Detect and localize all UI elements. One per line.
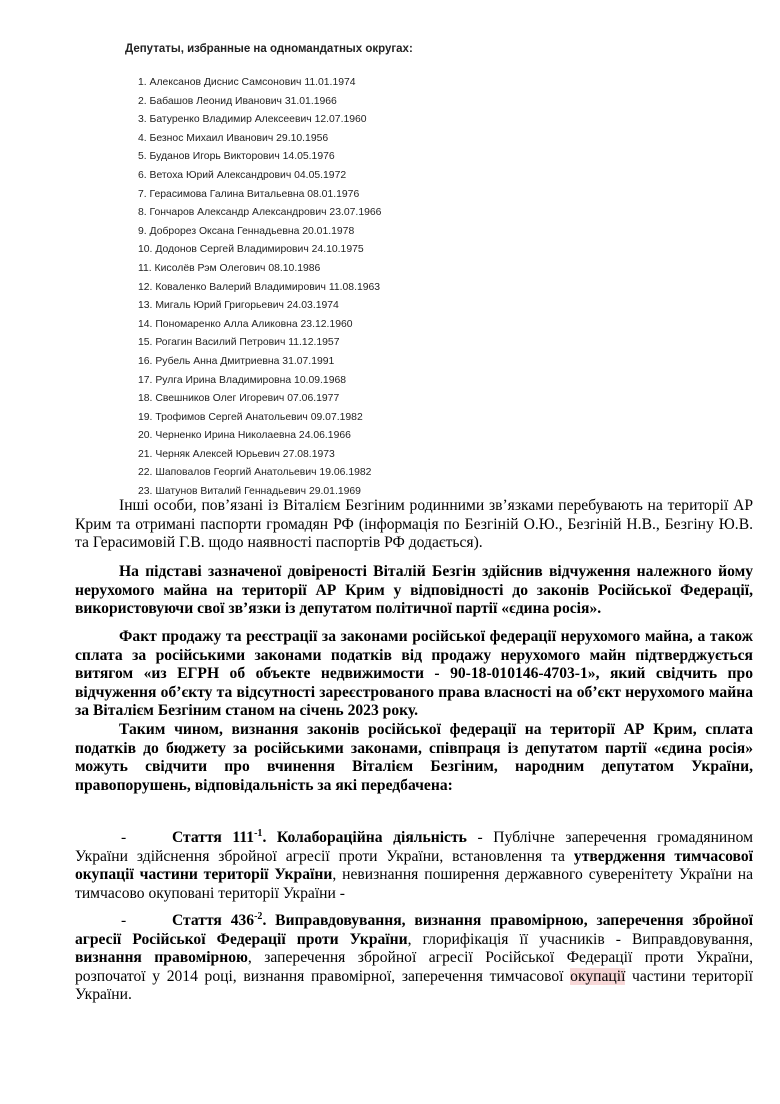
paragraph-sale-fact — [75, 628, 753, 721]
article-title: Стаття $436^{-2}$. Виправдовування, визнання правомірною, заперечення збройної агресії Російської Федерації проти України — [75, 910, 754, 948]
deputy-item: 13. Мигаль Юрий Григорьевич 24.03.1974 — [138, 300, 339, 312]
deputy-item: 16. Рубель Анна Дмитриевна 31.07.1991 — [138, 355, 335, 367]
article-bold-phrase: визнання правомірною — [75, 949, 248, 966]
deputy-item: 7. Герасимова Галина Витальевна 08.01.1976 — [138, 188, 360, 200]
deputy-item: 20. Черненко Ирина Николаевна 24.06.1966 — [138, 430, 351, 442]
deputy-item: 17. Рулга Ирина Владимировна 10.09.1968 — [138, 374, 347, 386]
deputy-item: 11. Кисолёв Рэм Олегович 08.10.1986 — [138, 262, 321, 274]
deputy-item: 14. Пономаренко Алла Аликовна 23.12.1960 — [138, 318, 353, 330]
paragraph-alienation-text: На підставі зазначеної довіреності Віталій Безгін здійснив відчуження належного йому нерухомого майна на території АР Крим у відповідності до законів Російської Федерації, використовуючи свої зв’язки із депутатом політичної партії «єдина росія». — [75, 563, 753, 617]
deputy-item: 10. Додонов Сергей Владимирович 24.10.1975 — [138, 244, 364, 256]
paragraph-relatives-text: Інші особи, пов’язані із Віталієм Безгіним родинними зв’язками перебувають на території АР Крим та отримані паспорти громадян РФ (інформація по Безгіній О.Ю., Безгіній Н.В., Безгіну Ю.В. та Герасимовій Г.В. щодо наявності паспортів РФ додається). — [75, 497, 753, 551]
deputy-item: 19. Трофимов Сергей Анатольевич 09.07.1982 — [138, 411, 363, 423]
deputy-item: 6. Ветоха Юрий Александрович 04.05.1972 — [138, 169, 347, 181]
article-111-1: - Стаття $111^{-1}$. Колабораційна діяльність - Публічне заперечення громадянином України здійснення збройної агресії проти України, встановлення та утвердження тимчасової окупації частини території України, невизнання поширення державного суверенітету України на тимчасово окуповані території України - — [75, 827, 753, 902]
paragraph-sale-fact-text: Факт продажу та реєстрації за законами російської федерації нерухомого майна, а також сплата за російськими законами податків від продажу нерухомого майн підтверджується витягом «из ЕГРН об объекте недвижимости - 90-18-010146-4703-1», який свідчить про відчуження об’єкту та відсутності зареєстрованого права власності на об’єкт нерухомого майна за Віталієм Безгіним станом на січень 2023 року. — [75, 628, 753, 719]
highlighted-word: окупації — [570, 967, 626, 985]
article-bold-phrase: утвердження тимчасової окупації частини території України — [75, 847, 753, 883]
deputy-item: 18. Свешников Олег Игоревич 07.06.1977 — [138, 393, 340, 405]
deputy-item: 21. Черняк Алексей Юрьевич 27.08.1973 — [138, 448, 335, 460]
paragraph-alienation — [75, 563, 753, 619]
deputy-item: 8. Гончаров Александр Александрович 23.07.1966 — [138, 207, 382, 219]
scan-list-title: Депутаты, избранные на одномандатных округах: — [125, 43, 413, 55]
deputy-item: 4. Безнос Михаил Иванович 29.10.1956 — [138, 132, 329, 144]
list-dash: - — [121, 829, 127, 846]
deputy-item: 1. Алексанов Диснис Самсонович 11.01.1974 — [138, 77, 356, 88]
deputies-list — [138, 74, 381, 502]
list-dash: - — [121, 912, 127, 929]
deputy-item: 15. Рогагин Василий Петрович 11.12.1957 — [138, 337, 340, 349]
article-title: Стаття $111^{-1}$. Колабораційна діяльність — [172, 827, 467, 846]
deputy-item: 9. Доброрез Оксана Геннадьевна 20.01.1978 — [138, 225, 355, 237]
deputy-item: 5. Буданов Игорь Викторович 14.05.1976 — [138, 151, 335, 163]
paragraph-conclusion-text: Таким чином, визнання законів російської федерації на території АР Крим, сплата податків до бюджету за російськими законами, співпраця із депутатом партії «єдина росія» можуть свідчити про вчинення Віталієм Безгіним, народним депутатом України, правопорушень, відповідальність за які передбачена: — [75, 721, 753, 794]
deputy-item: 22. Шаповалов Георгий Анатольевич 19.06.1982 — [138, 467, 372, 479]
deputy-item: 3. Батуренко Владимир Алексеевич 12.07.1960 — [138, 114, 367, 126]
deputy-item: 23. Шатунов Виталий Геннадьевич 29.01.1969 — [138, 486, 361, 498]
deputy-item: 2. Бабашов Леонид Иванович 31.01.1966 — [138, 95, 337, 107]
paragraph-conclusion — [75, 721, 753, 795]
deputy-item: 12. Коваленко Валерий Владимирович 11.08.1963 — [138, 281, 381, 293]
paragraph-relatives — [75, 497, 753, 553]
article-436-2: - Стаття $436^{-2}$. Виправдовування, визнання правомірною, заперечення збройної агресії Російської Федерації проти України, глорифікація її учасників - Виправдовування, визнання правомірною, заперечення збройної агресії Російської Федерації проти України, розпочатої у 2014 році, визнання правомірної, заперечення тимчасової окупації частини території України. — [75, 910, 754, 1003]
